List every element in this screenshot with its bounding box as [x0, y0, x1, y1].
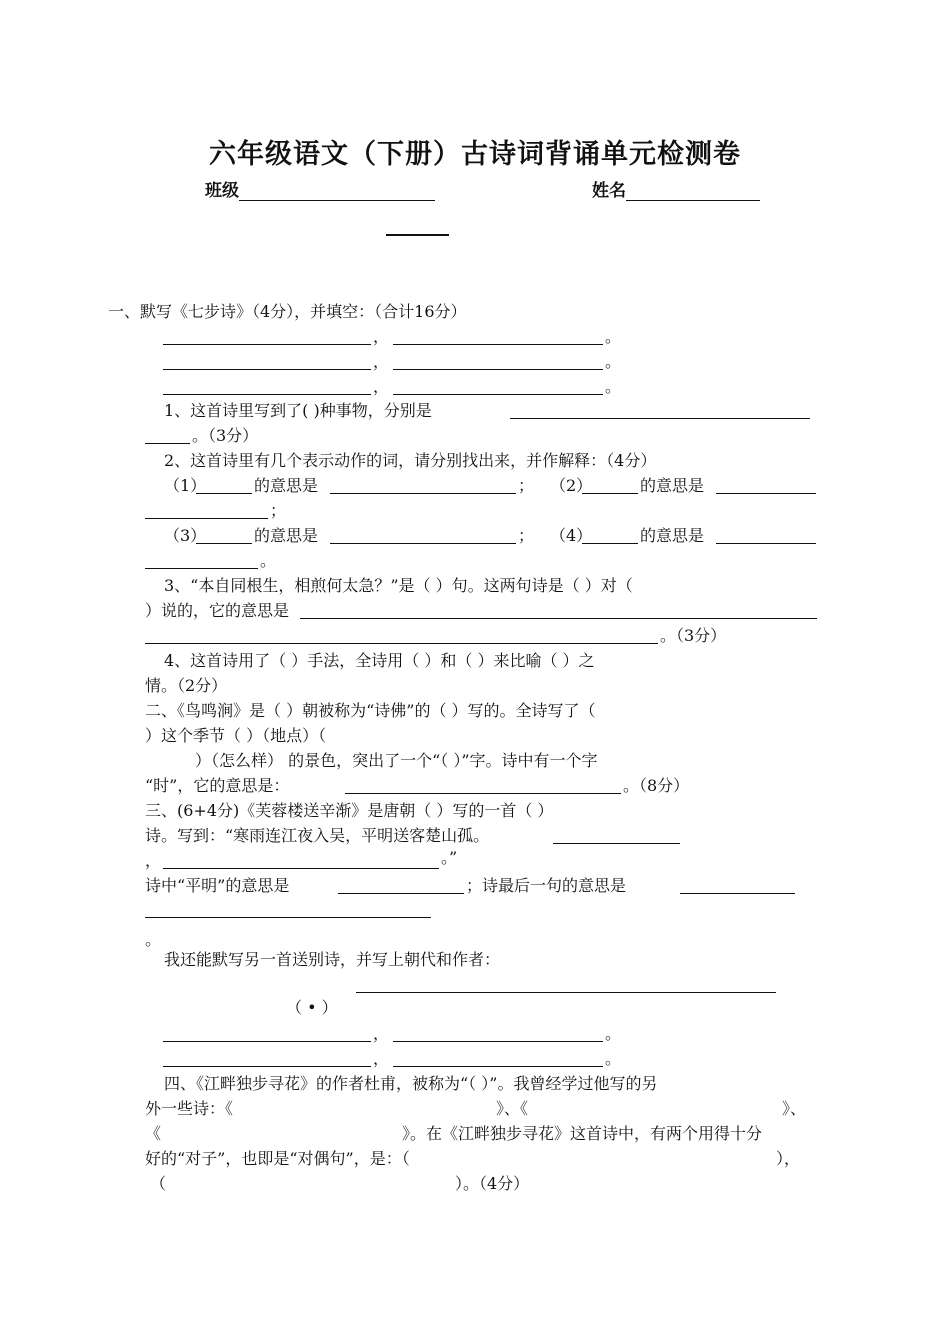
question-1-blank-cont[interactable]	[145, 443, 190, 444]
section-4-line-1: 四、《江畔独步寻花》的作者杜甫，被称为“（ ）”。我曾经学过他写的另	[164, 1074, 658, 1093]
poem-line-4-blank[interactable]	[393, 369, 603, 370]
class-field	[205, 176, 435, 201]
poem-line-5-blank[interactable]	[163, 394, 371, 395]
poem-line-1-blank[interactable]	[163, 344, 371, 345]
quote-close: 。”	[441, 848, 458, 867]
section-4-line-4b: ），	[776, 1149, 801, 1168]
q2-item-2-meaning-blank-cont[interactable]	[145, 518, 268, 519]
question-3-cont: ）说的，它的意思是	[145, 601, 290, 620]
section-2-line-2: ）这个季节（ ）（地点）（	[145, 726, 327, 745]
question-1: 1、这首诗里写到了( )种事物，分别是	[164, 401, 432, 420]
meaning-label: 的意思是	[640, 526, 705, 545]
section-2-score: 。（8分）	[623, 776, 690, 795]
section-4-score: ）。（4分）	[455, 1174, 530, 1193]
period: 。	[605, 327, 622, 346]
name-blank-continuation[interactable]	[386, 234, 449, 236]
section-4-line-3b: 》。在《江畔独步寻花》这首诗中，有两个用得十分	[402, 1124, 763, 1143]
period: 。	[605, 352, 622, 371]
q2-item-1-num: （1）	[164, 476, 207, 495]
pingming-meaning-blank[interactable]	[338, 893, 464, 894]
period: 。	[260, 551, 277, 570]
meaning-label: 的意思是	[254, 526, 319, 545]
section-4-line-2b: 》、《	[496, 1099, 529, 1118]
page-title: 六年级语文（下册）古诗词背诵单元检测卷	[209, 139, 741, 170]
q2-item-2-word-blank[interactable]	[582, 493, 638, 494]
extra-poem-line-1-blank[interactable]	[163, 1041, 371, 1042]
section-2-line-3: ）（怎么样） 的景色，突出了一个“（ ）”字。诗中有一个字	[195, 751, 598, 770]
section-3-line-1: 三、(6+4分)《芙蓉楼送辛渐》是唐朝（ ）写的一首（ ）	[145, 801, 554, 820]
comma: ，	[145, 851, 162, 870]
q2-item-4-meaning-blank[interactable]	[716, 543, 816, 544]
section-4-line-2c: 》、	[782, 1099, 807, 1118]
section-4-line-5a: （	[150, 1174, 167, 1193]
period: 。	[605, 1049, 622, 1068]
name-label: 姓名	[592, 181, 626, 201]
question-3: 3、“本自同根生，相煎何太急？”是（ ）句。这两句诗是（ ）对（	[164, 576, 633, 595]
section-4-line-4a: 好的“对子”，也即是“对偶句”，是：（	[145, 1149, 410, 1168]
name-blank[interactable]	[626, 182, 760, 201]
section-3-line-2: 诗。写到：“寒雨连江夜入吴，平明送客楚山孤。	[145, 826, 490, 845]
question-4: 4、这首诗用了（ ）手法，全诗用（ ）和（ ）来比喻（ ）之	[164, 651, 595, 670]
extra-poem-line-3-blank[interactable]	[163, 1066, 371, 1067]
comma: ，	[373, 1049, 390, 1068]
section-2-line-4: “时”，它的意思是：	[145, 776, 290, 795]
q2-item-3-word-blank[interactable]	[196, 543, 252, 544]
section-2-shi-meaning-blank[interactable]	[345, 793, 621, 794]
comma: ，	[373, 1024, 390, 1043]
q2-item-2-num: （2）	[550, 476, 593, 495]
last-line-meaning-blank[interactable]	[680, 893, 795, 894]
poem-blank-4[interactable]	[163, 868, 439, 869]
question-3-score: 。（3分）	[660, 626, 727, 645]
q2-item-4-meaning-blank-cont[interactable]	[145, 568, 258, 569]
q2-item-1-meaning-blank[interactable]	[330, 493, 516, 494]
extra-poem-line-2-blank[interactable]	[393, 1041, 603, 1042]
dynasty-author-parens: （ • ）	[286, 998, 338, 1017]
section-4-line-2a: 外一些诗：《	[145, 1099, 234, 1118]
question-2: 2、这首诗里有几个表示动作的词，请分别找出来，并作解释：（4分）	[164, 451, 657, 470]
semicolon: ；	[518, 526, 535, 545]
q2-item-4-num: （4）	[550, 526, 593, 545]
last-line-meaning-blank-cont[interactable]	[145, 917, 431, 918]
q2-item-4-word-blank[interactable]	[582, 543, 638, 544]
pingming-prompt: 诗中“平明”的意思是	[145, 876, 290, 895]
comma: ，	[373, 377, 390, 396]
question-4-cont: 情。（2分）	[145, 676, 228, 695]
comma: ，	[373, 327, 390, 346]
class-blank[interactable]	[239, 182, 435, 201]
poem-line-6-blank[interactable]	[393, 394, 603, 395]
period: 。	[145, 930, 162, 949]
question-3-blank[interactable]	[300, 618, 817, 619]
q2-item-3-meaning-blank[interactable]	[330, 543, 516, 544]
extra-poem-prompt: 我还能默写另一首送别诗，并写上朝代和作者：	[164, 950, 501, 969]
q2-item-3-num: （3）	[164, 526, 207, 545]
name-field	[592, 176, 760, 201]
comma: ，	[373, 352, 390, 371]
q2-item-1-word-blank[interactable]	[196, 493, 252, 494]
period: 。	[605, 377, 622, 396]
question-1-score: 。（3分）	[192, 426, 259, 445]
question-1-blank[interactable]	[510, 418, 810, 419]
semicolon: ；	[270, 501, 287, 520]
class-label: 班级	[205, 181, 239, 201]
question-3-blank-cont[interactable]	[145, 643, 658, 644]
section-1-heading: 一、默写《七步诗》（4分），并填空：（合计16分）	[108, 302, 467, 321]
last-line-prompt: ；诗最后一句的意思是	[466, 876, 627, 895]
section-2-line-1: 二、《鸟鸣涧》是（ ）朝被称为“诗佛”的（ ）写的。全诗写了（	[145, 701, 596, 720]
extra-poem-title-blank[interactable]	[356, 992, 776, 993]
extra-poem-line-4-blank[interactable]	[393, 1066, 603, 1067]
period: 。	[605, 1024, 622, 1043]
poem-line-3-blank[interactable]	[163, 369, 371, 370]
semicolon: ；	[518, 476, 535, 495]
poem-blank-3[interactable]	[553, 843, 680, 844]
q2-item-2-meaning-blank[interactable]	[716, 493, 816, 494]
poem-line-2-blank[interactable]	[393, 344, 603, 345]
meaning-label: 的意思是	[254, 476, 319, 495]
meaning-label: 的意思是	[640, 476, 705, 495]
section-4-line-3a: 《	[145, 1124, 162, 1143]
